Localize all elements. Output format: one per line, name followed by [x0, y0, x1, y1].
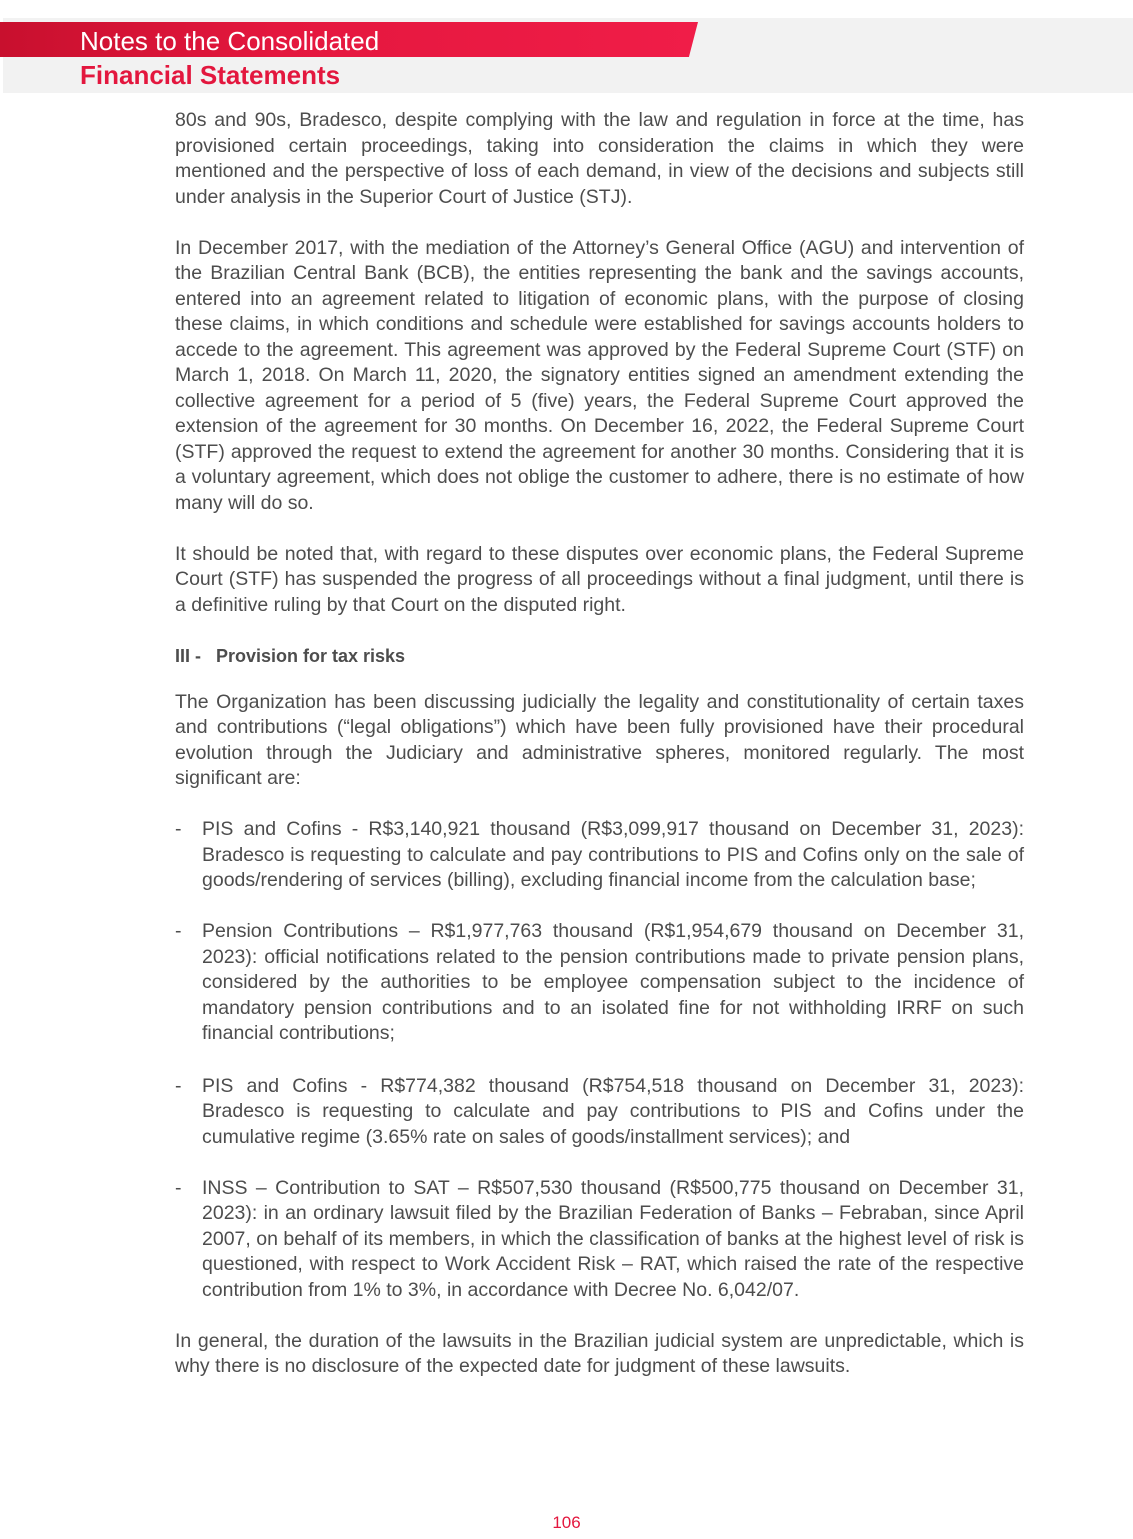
section-number: III -	[175, 645, 201, 666]
list-item	[175, 1074, 1024, 1151]
list-item-text: INSS – Contribution to SAT – R$507,530 thousand (R$500,775 thousand on December 31, 2023): in an ordinary lawsuit filed by the Brazilian Federation of Banks – Febraban, since April 2007, on behalf of its members, in which the classification of banks at the highest level of risk is questioned, with respect to Work Accident Risk – RAT, which raised the rate of the respective contribution from 1% to 3%, in accordance with Decree No. 6,042/07.	[202, 1176, 1024, 1301]
section-title: Provision for tax risks	[216, 645, 406, 666]
list-item-text: PIS and Cofins - R$774,382 thousand (R$754,518 thousand on December 31, 2023): Bradesco is requesting to calculate and pay contributions to PIS and Cofins under the cumulative regime (3.65% rate on sales of goods/installment services); and	[202, 1074, 1024, 1148]
bullet-dash: -	[175, 1074, 182, 1097]
list-item-text: PIS and Cofins - R$3,140,921 thousand (R$3,099,917 thousand on December 31, 2023): Bradesco is requesting to calculate and pay contributions to PIS and Cofins only on the sale of goods/rendering of services (billing), excluding financial income from the calculation base;	[202, 818, 1024, 891]
bullet-dash: -	[175, 818, 182, 840]
list-item-text: Pension Contributions – R$1,977,763 thousand (R$1,954,679 thousand on December 31, 2023): official notifications related to the pension contributions made to private pension plans, considered by the authorities to be employee compensation subject to the incidence of mandatory pension contributions and to an isolated fine for not withholding IRRF on such financial contributions;	[202, 920, 1024, 1044]
paragraph-economic-plans-provision: 80s and 90s, Bradesco, despite complying with the law and regulation in force at the time, has provisioned certain proceedings, taking into consideration the claims in which they were mentioned and the perspective of loss of each demand, in view of the decisions and subjects still under analysis in the Superior Court of Justice (STJ).	[175, 109, 1024, 208]
header-title-line1: Notes to the Consolidated	[80, 26, 380, 56]
paragraph-legal-obligations: The Organization has been discussing judicially the legality and constitutionality of certain taxes and contributions (“legal obligations”) which have been fully provisioned have their procedural evolution through the Judiciary and administrative spheres, monitored regularly. The most significant are:	[175, 690, 1024, 789]
bullet-dash: -	[175, 920, 182, 942]
header-title-line2: Financial Statements	[80, 60, 341, 90]
paragraph-stf-suspension: It should be noted that, with regard to these disputes over economic plans, the Federal Supreme Court (STF) has suspended the progress of all proceedings without a final judgment, until there is a definitive ruling by that Court on the disputed right.	[175, 542, 1024, 616]
paragraph-agreement-2017: In December 2017, with the mediation of the Attorney’s General Office (AGU) and intervention of the Brazilian Central Bank (BCB), the entities representing the bank and the savings accounts, entered into an agreement related to litigation of economic plans, with the purpose of closing these claims, in which conditions and schedule were established for savings accounts holders to accede to the agreement. This agreement was approved by the Federal Supreme Court (STF) on March 1, 2018. On March 11, 2020, the signatory entities signed an amendment extending the collective agreement for a period of 5 (five) years, the Federal Supreme Court approved the extension of the agreement for 30 months. On December 16, 2022, the Federal Supreme Court (STF) approved the request to extend the agreement for another 30 months. Considering that it is a voluntary agreement, which does not oblige the customer to adhere, there is no estimate of how many will do so.	[175, 236, 1024, 514]
paragraph-lawsuit-duration: In general, the duration of the lawsuits in the Brazilian judicial system are unpredictable, which is why there is no disclosure of the expected date for judgment of these lawsuits.	[175, 1329, 1024, 1377]
list-item	[175, 919, 1024, 1047]
document-body	[175, 108, 1024, 1405]
list-item	[175, 817, 1024, 894]
page-number: 106	[552, 1513, 581, 1532]
bullet-dash: -	[175, 1176, 182, 1199]
section-heading-tax-risks	[175, 644, 1024, 668]
list-item	[175, 1176, 1024, 1304]
